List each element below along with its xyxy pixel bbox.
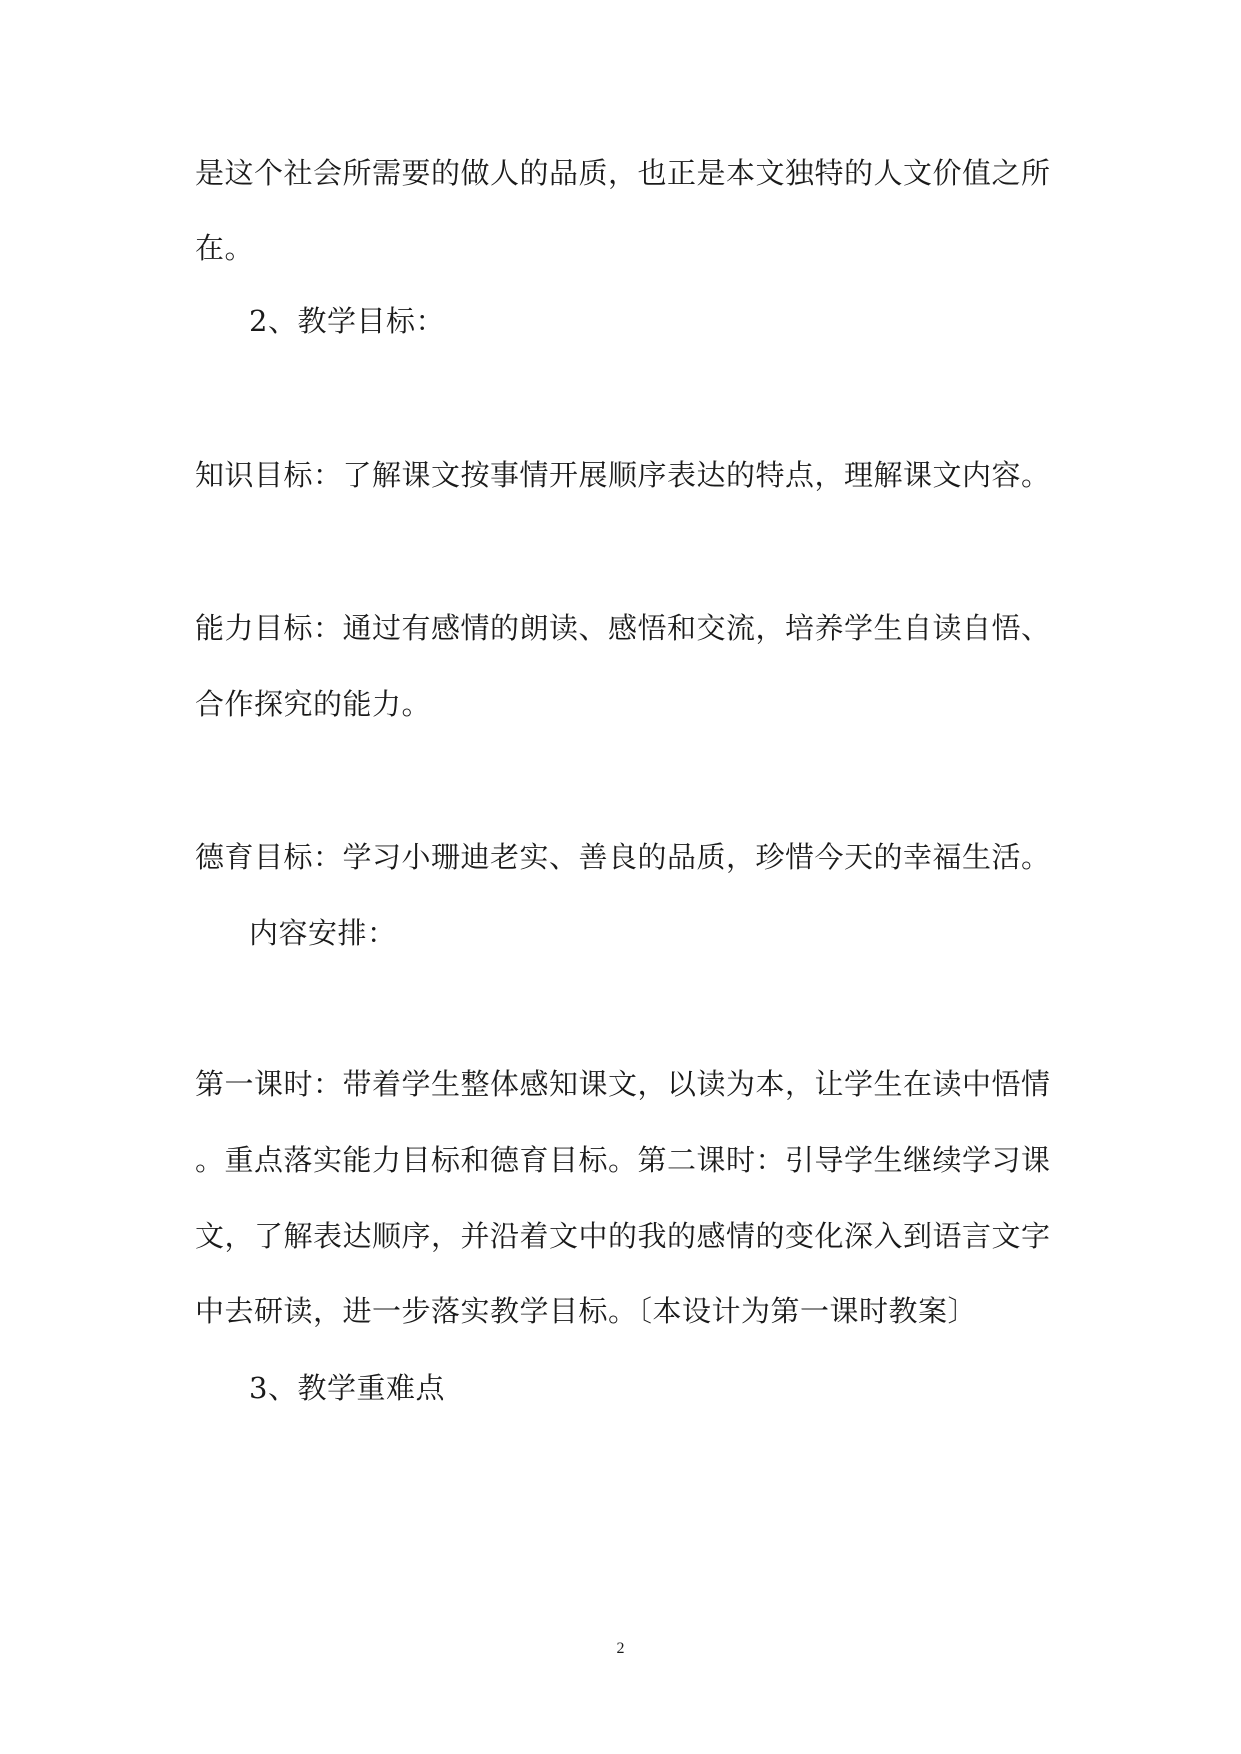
content-arrangement-heading: 内容安排： [249, 916, 397, 950]
section-heading-key-points: 3、教学重难点 [249, 1371, 445, 1405]
knowledge-goal-line: 知识目标：了解课文按事情开展顺序表达的特点，理解课文内容。 [195, 458, 1051, 492]
page-number: 2 [616, 1640, 625, 1657]
text-line: 文，了解表达顺序，并沿着文中的我的感情的变化深入到语言文字 [195, 1219, 1051, 1253]
moral-goal-line: 德育目标：学习小珊迪老实、善良的品质，珍惜今天的幸福生活。 [195, 840, 1051, 874]
text-line: 合作探究的能力。 [195, 687, 432, 721]
text-line: 第一课时：带着学生整体感知课文，以读为本，让学生在读中悟情 [195, 1067, 1051, 1101]
text-line: 是这个社会所需要的做人的品质，也正是本文独特的人文价值之所 [195, 156, 1051, 190]
text-line: 在。 [195, 231, 255, 265]
section-heading-teaching-goals: 2、教学目标： [249, 304, 445, 338]
text-line: 。重点落实能力目标和德育目标。第二课时：引导学生继续学习课 [195, 1143, 1051, 1177]
text-line: 中去研读，进一步落实教学目标。〔本设计为第一课时教案〕 [195, 1294, 978, 1328]
ability-goal-line: 能力目标：通过有感情的朗读、感悟和交流，培养学生自读自悟、 [195, 611, 1051, 645]
